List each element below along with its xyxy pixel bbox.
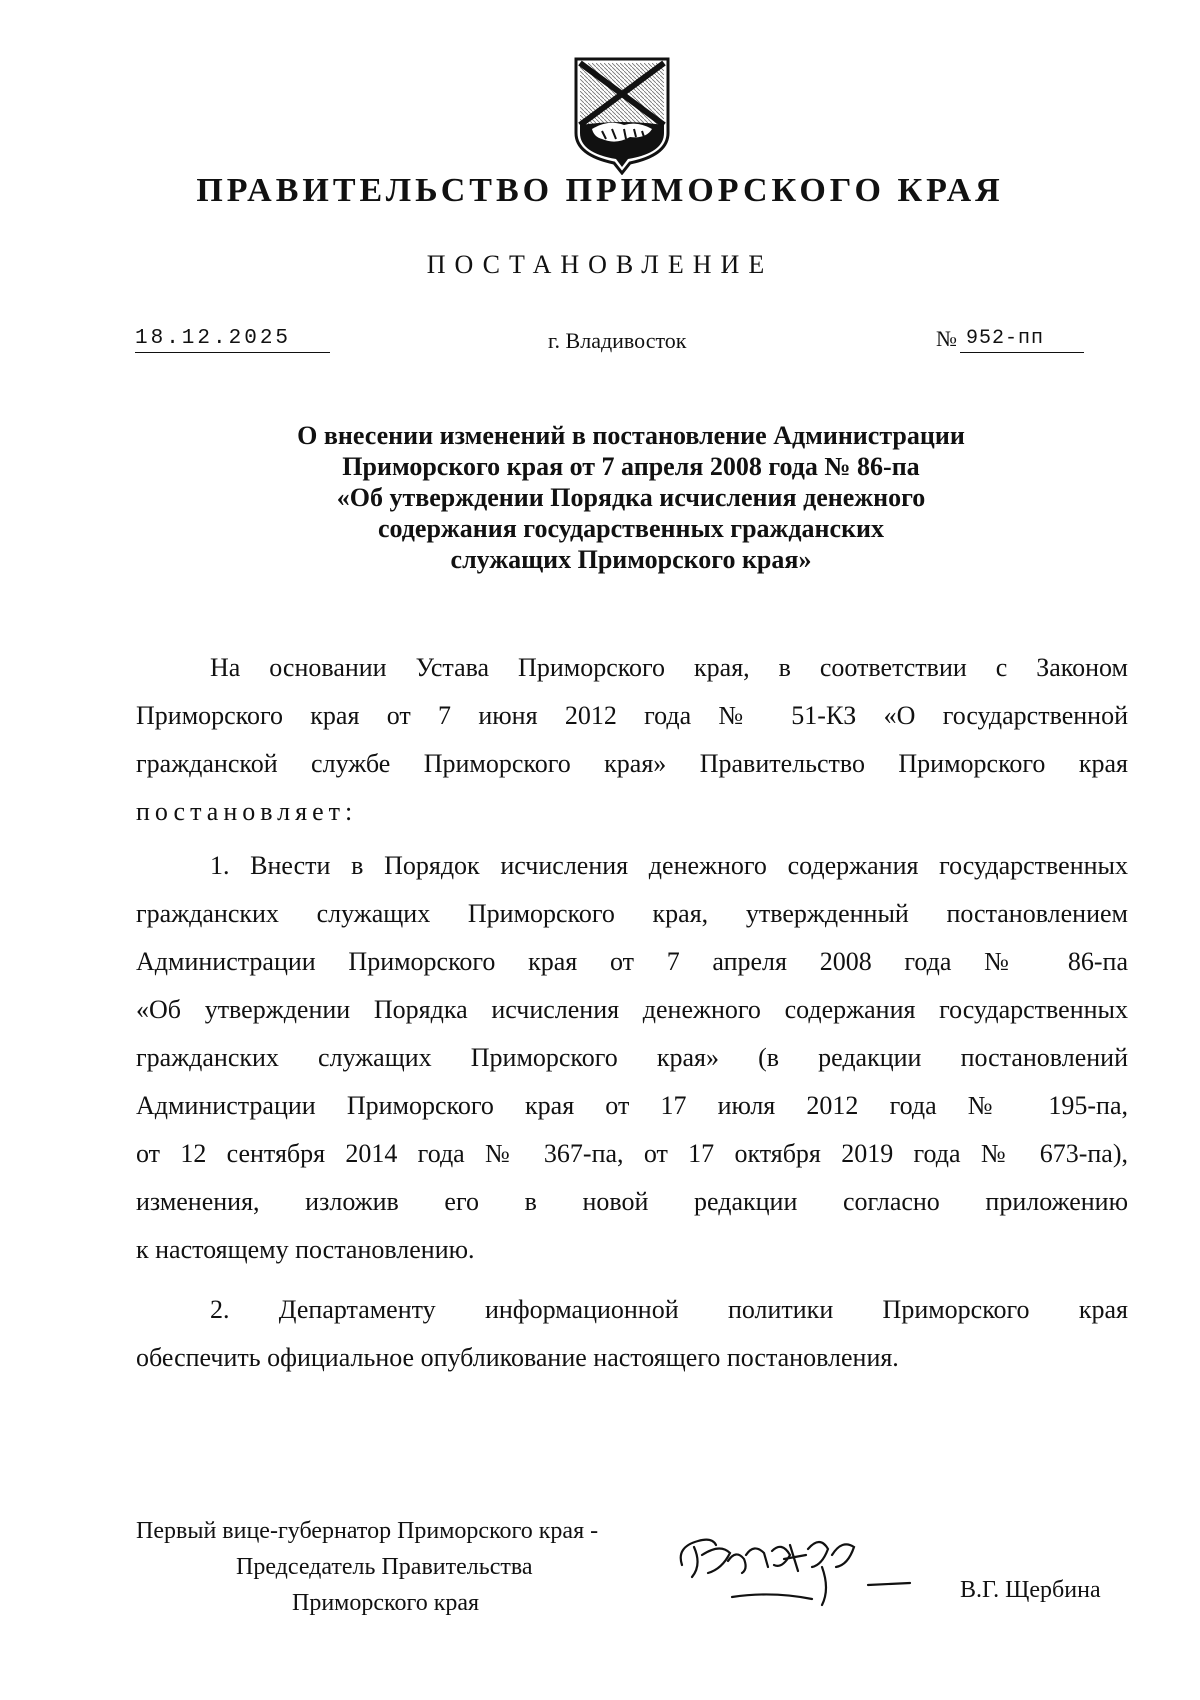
paragraph-line: Администрации Приморского края от 7 апреля 2008 года № 86-па [136,947,1128,976]
paragraph-line: к настоящему постановлению. [136,1235,475,1264]
item-1-paragraph [136,842,1128,1274]
paragraph-line: «Об утверждении Порядка исчисления денежного содержания государственных [136,995,1128,1024]
paragraph-line: 1. Внести в Порядок исчисления денежного содержания государственных [210,851,1128,880]
paragraph-line: На основании Устава Приморского края, в соответствии с Законом [210,653,1128,682]
position-line: Первый вице-губернатор Приморского края - [136,1518,599,1544]
handwritten-signature [672,1525,912,1615]
paragraph-line: Приморского края от 7 июня 2012 года № 51-КЗ «О государственной [136,701,1128,730]
basis-paragraph [136,644,1128,836]
document-type: ПОСТАНОВЛЕНИЕ [426,250,774,279]
document-number: 952-пп [960,326,1084,353]
paragraph-line: гражданской службе Приморского края» Правительство Приморского края [136,749,1128,778]
paragraph-line: гражданских служащих Приморского края, утвержденный постановлением [136,899,1128,928]
paragraph-line: Администрации Приморского края от 17 июля 2012 года № 195-па, [136,1091,1128,1120]
position-line: Председатель Правительства [236,1554,533,1580]
paragraph-line: обеспечить официальное опубликование настоящего постановления. [136,1343,899,1372]
document-city: г. Владивосток [548,328,687,353]
subject-line: Приморского края от 7 апреля 2008 года № 86-па [342,452,920,481]
subject-line: «Об утверждении Порядка исчисления денежного [336,483,926,512]
signer-name: В.Г. Щербина [960,1577,1101,1603]
subject-line: содержания государственных гражданских [377,514,885,543]
item-2-paragraph [136,1286,1128,1382]
document-date: 18.12.2025 [135,326,330,353]
document-subject [200,420,1062,575]
government-title: ПРАВИТЕЛЬСТВО ПРИМОРСКОГО КРАЯ [196,172,1004,209]
position-line: Приморского края [292,1590,480,1616]
subject-line: служащих Приморского края» [450,545,812,574]
subject-line: О внесении изменений в постановление Администрации [297,421,965,450]
paragraph-line: изменения, изложив его в новой редакции согласно приложению [136,1187,1128,1216]
signer-position [136,1513,598,1621]
coat-of-arms-icon [572,55,672,175]
paragraph-line: 2. Департаменту информационной политики Приморского края [210,1295,1128,1324]
paragraph-line: постановляет: [136,797,358,826]
paragraph-line: гражданских служащих Приморского края» (в редакции постановлений [136,1043,1128,1072]
document-number-label: № [936,326,957,351]
paragraph-line: от 12 сентября 2014 года № 367-па, от 17 октября 2019 года № 673-па), [136,1139,1128,1168]
